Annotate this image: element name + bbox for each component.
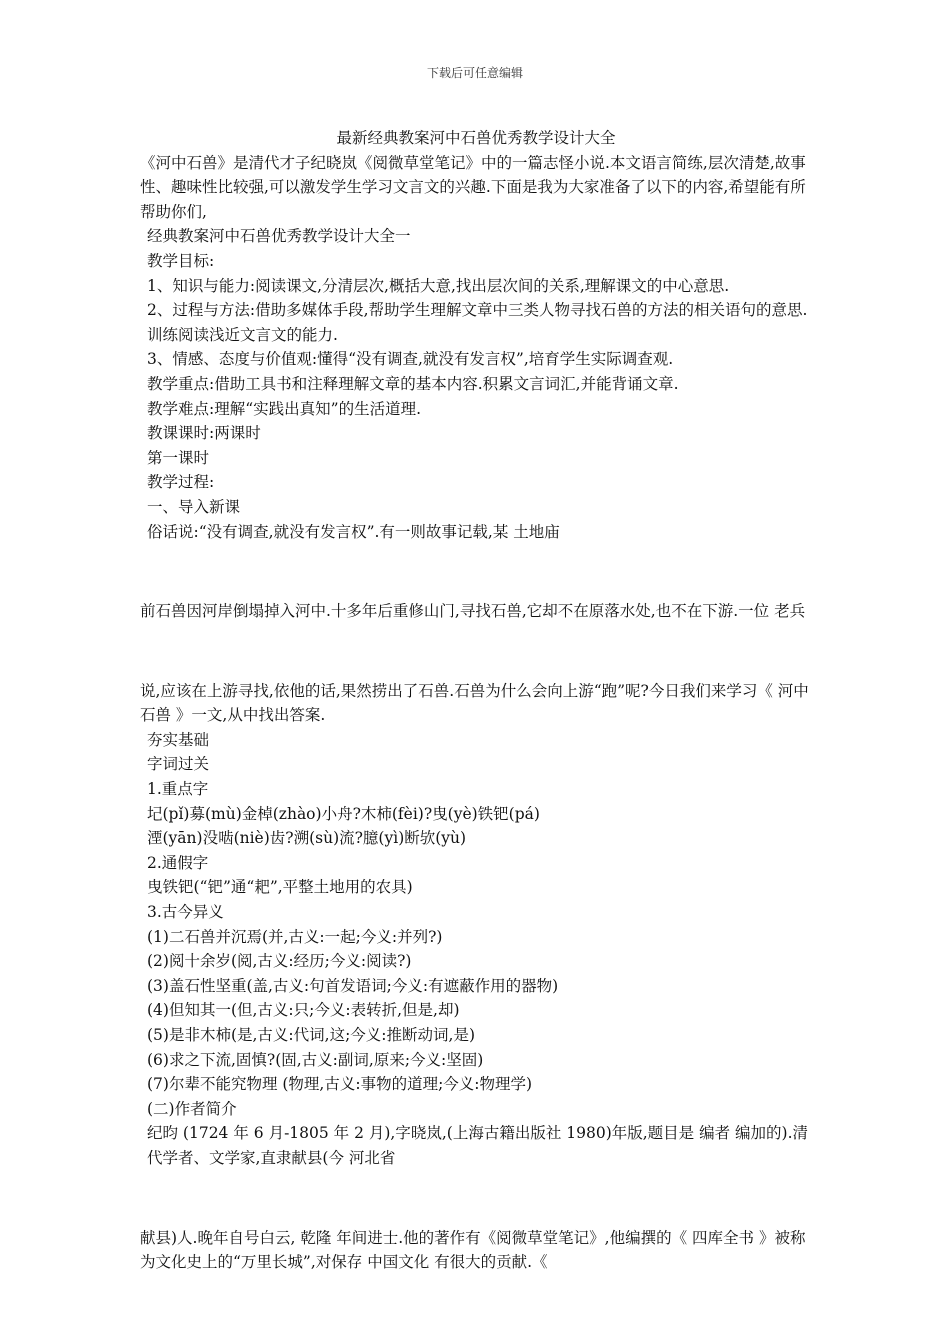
text-line: (5)是非木柿(是,古义:代词,这;今义:推断动词,是) (147, 1026, 475, 1044)
text-line: 一、导入新课 (147, 497, 241, 516)
text-line: 湮(yān)没啮(niè)齿?溯(sù)流?臆(yì)断欤(yù) (147, 829, 467, 848)
text-line: 教课课时:两课时 (147, 424, 261, 443)
text-line: (6)求之下流,固慎?(固,古义:副词,原来;今义:坚固) (147, 1050, 484, 1069)
document-body (140, 126, 812, 1275)
text-line: 教学目标: (147, 251, 215, 270)
text-line: 前石兽因河岸倒塌掉入河中.十多年后重修山门,寻找石兽,它却不在原落水处,也不在下游.一位 老兵 (140, 602, 806, 621)
paragraph-gap (140, 1186, 812, 1210)
text-line: 3.古今异义 (147, 903, 224, 922)
text-line: (2)阅十余岁(阅,古义:经历;今义:阅读?) (147, 952, 412, 971)
text-line: (3)盖石性坚重(盖,古义:句首发语词;今义:有遮蔽作用的器物) (147, 976, 559, 995)
text-line: (二)作者简介 (147, 1099, 237, 1118)
text-line: 第一课时 (147, 448, 210, 467)
text-line: 经典教案河中石兽优秀教学设计大全一 (147, 227, 411, 246)
text-line: 献县)人.晚年自号白云, 乾隆 年间进士.他的著作有《阅微草堂笔记》,他编撰的《 四库全书 》被称为文化史上的“万里长城”,对保存 中国文化 有很大的贡献.《 (140, 1228, 806, 1272)
page-header: 下载后可任意编辑 (426, 66, 523, 80)
text-line: 俗话说:“没有调查,就没有发言权”.有一则故事记载,某 土地庙 (147, 522, 560, 541)
text-line: 说,应该在上游寻找,依他的话,果然捞出了石兽.石兽为什么会向上游“跑”呢?今日我们来学习《 河中石兽 》一文,从中找出答案. (140, 681, 809, 725)
text-line: 教学重点:借助工具书和注释理解文章的基本内容.积累文言词汇,并能背诵文章. (147, 374, 679, 393)
text-line: 字词过关 (147, 755, 210, 774)
text-line: 1.重点字 (147, 780, 209, 799)
text-line: 1、知识与能力:阅读课文,分清层次,概括大意,找出层次间的关系,理解课文的中心意思. (147, 276, 730, 295)
document-title: 最新经典教案河中石兽优秀教学设计大全 (336, 129, 616, 147)
paragraph-gap (140, 639, 812, 663)
text-line: 曳铁钯(“钯”通“耙”,平整土地用的农具) (147, 878, 413, 897)
text-line: 2、过程与方法:借助多媒体手段,帮助学生理解文章中三类人物寻找石兽的方法的相关语句的意思.训练阅读浅近文言文的能力. (147, 301, 808, 344)
text-line: (1)二石兽并沉焉(并,古义:一起;今义:并列?) (147, 927, 443, 946)
text-line: 3、情感、态度与价值观:懂得“没有调查,就没有发言权”,培育学生实际调查观. (147, 350, 674, 369)
paragraph-gap (140, 560, 812, 584)
text-line: 纪昀 (1724 年 6 月-1805 年 2 月),字晓岚,(上海古籍出版社 1980)年版,题目是 编者 编加的).清代学者、文学家,直隶献县(今 河北省 (147, 1124, 809, 1167)
text-line: (4)但知其一(但,古义:只;今义:表转折,但是,却) (147, 1001, 460, 1020)
text-line: (7)尔辈不能究物理 (物理,古义:事物的道理;今义:物理学) (147, 1075, 533, 1094)
text-line: 圮(pǐ)募(mù)金棹(zhào)小舟?木柿(fèi)?曳(yè)铁钯(pá) (147, 804, 540, 823)
text-line: 2.通假字 (147, 853, 209, 872)
text-line: 《河中石兽》是清代才子纪晓岚《阅微草堂笔记》中的一篇志怪小说.本文语言简练,层次清楚,故事性、趣味性比较强,可以激发学生学习文言文的兴趣.下面是我为大家准备了以下的内容,希望能有所帮助你们, (140, 153, 806, 221)
text-line: 教学过程: (147, 473, 215, 492)
text-line: 教学难点:理解“实践出真知”的生活道理. (147, 399, 421, 418)
text-line: 夯实基础 (147, 730, 210, 749)
